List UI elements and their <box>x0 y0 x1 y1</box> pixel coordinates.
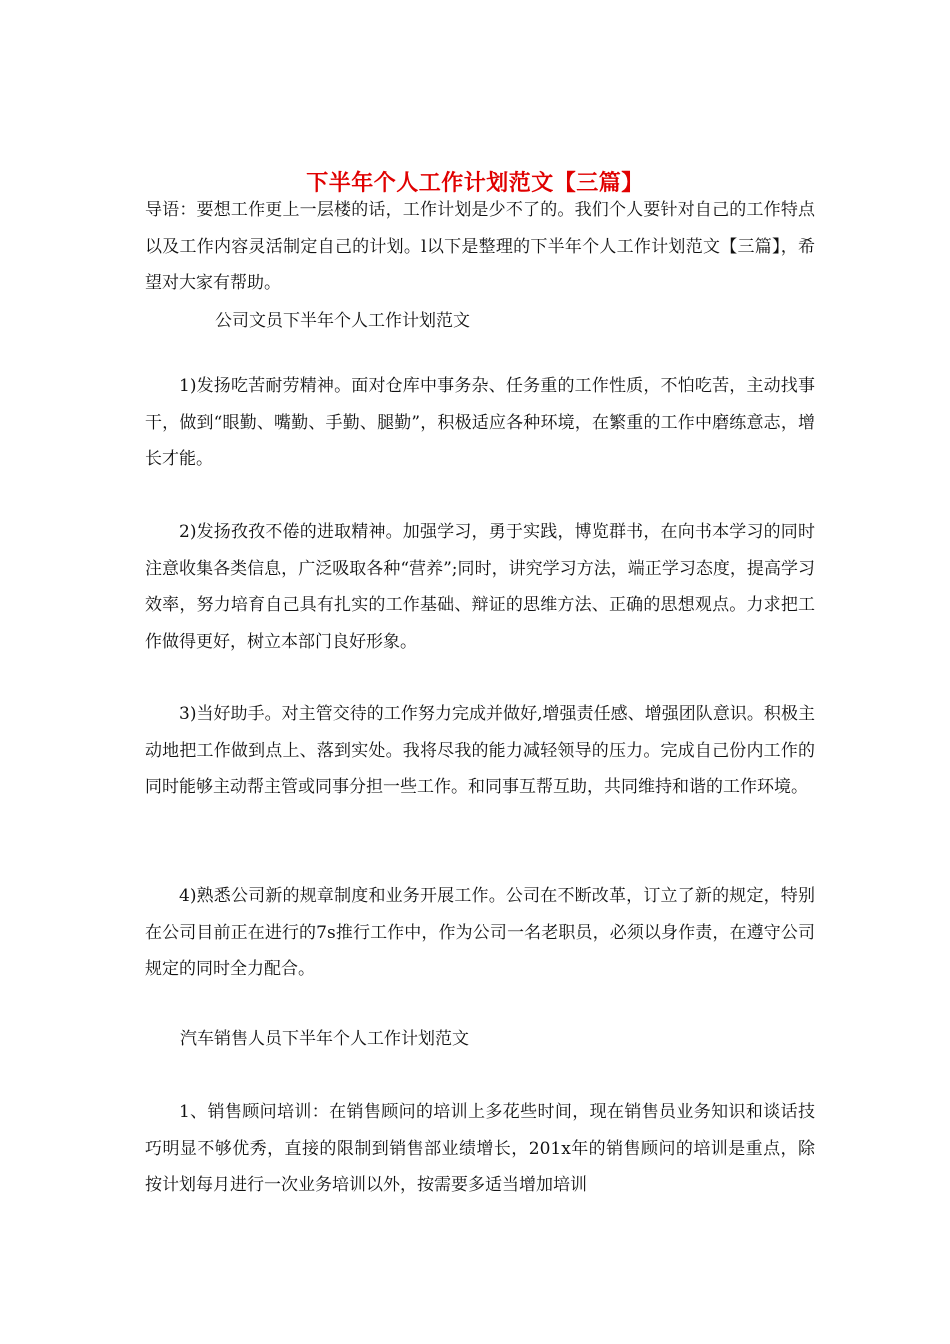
clerk-paragraph-1: 1)发扬吃苦耐劳精神。面对仓库中事务杂、任务重的工作性质，不怕吃苦，主动找事干，做到“眼勤、嘴勤、手勤、腿勤”，积极适应各种环境，在繁重的工作中磨练意志，增长才能。 <box>145 376 815 469</box>
clerk-paragraph-2: 2)发扬孜孜不倦的进取精神。加强学习，勇于实践，博览群书，在向书本学习的同时注意收集各类信息，广泛吸取各种“营养”;同时，讲究学习方法，端正学习态度，提高学习效率，努力培育自己具有扎实的工作基础、辩证的思维方法、正确的思想观点。力求把工作做得更好，树立本部门良好形象。 <box>145 522 815 652</box>
sales-paragraph-1: 1、销售顾问培训：在销售顾问的培训上多花些时间，现在销售员业务知识和谈话技巧明显不够优秀，直接的限制到销售部业绩增长，201x年的销售顾问的培训是重点，除按计划每月进行一次业务培训以外，按需要多适当增加培训 <box>145 1102 815 1195</box>
clerk-paragraph-4: 4)熟悉公司新的规章制度和业务开展工作。公司在不断改革，订立了新的规定，特别在公司目前正在进行的7s推行工作中，作为公司一名老职员，必须以身作责，在遵守公司规定的同时全力配合。 <box>145 886 815 979</box>
document-title: 下半年个人工作计划范文【三篇】 <box>306 169 644 196</box>
intro-paragraph: 导语：要想工作更上一层楼的话，工作计划是少不了的。我们个人要针对自己的工作特点以及工作内容灵活制定自己的计划。l以下是整理的下半年个人工作计划范文【三篇】，希望对大家有帮助。 <box>145 200 815 293</box>
section-heading-clerk: 公司文员下半年个人工作计划范文 <box>215 311 470 331</box>
clerk-paragraph-3: 3)当好助手。对主管交待的工作努力完成并做好,增强责任感、增强团队意识。积极主动地把工作做到点上、落到实处。我将尽我的能力减轻领导的压力。完成自己份内工作的同时能够主动帮主管或同事分担一些工作。和同事互帮互助，共同维持和谐的工作环境。 <box>145 704 815 797</box>
section-heading-car-sales: 汽车销售人员下半年个人工作计划范文 <box>180 1029 469 1049</box>
